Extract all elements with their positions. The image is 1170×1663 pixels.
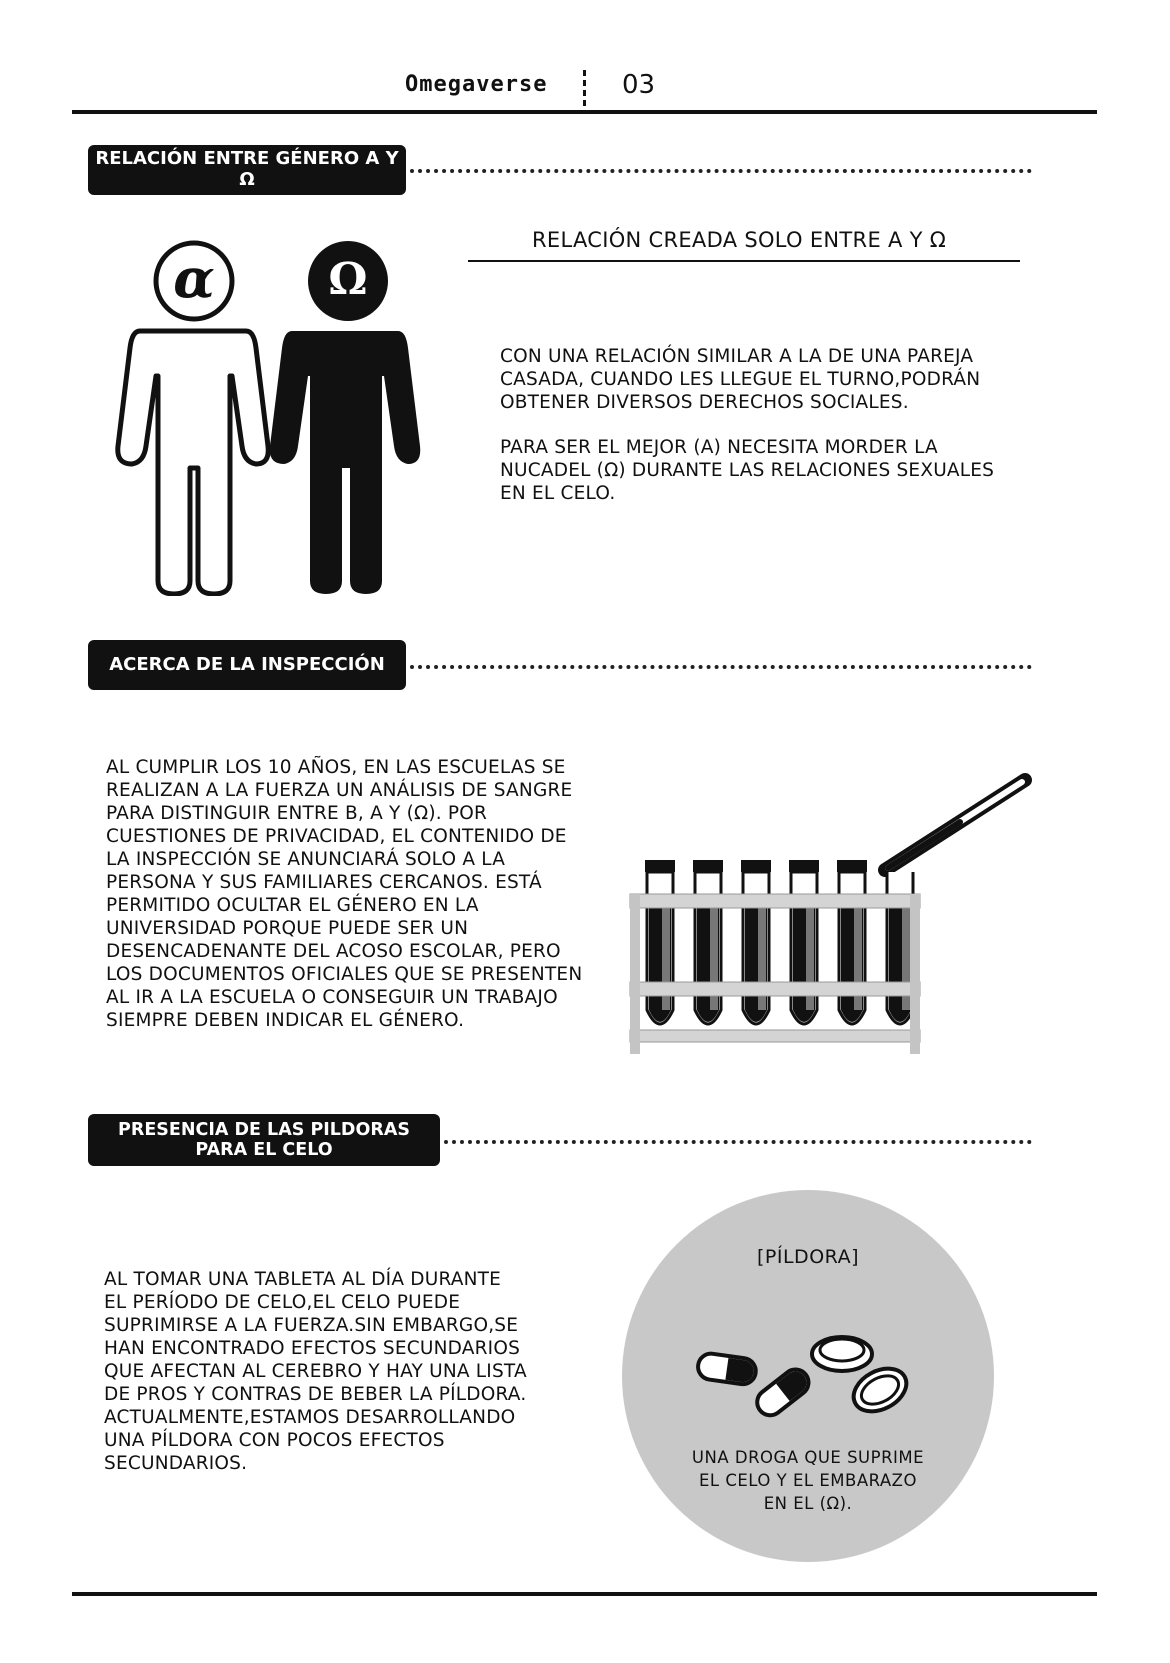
section-divider-dots — [410, 169, 1032, 173]
section-heading-pildoras: PRESENCIA DE LAS PILDORAS PARA EL CELO — [88, 1114, 440, 1166]
header-separator — [583, 70, 586, 106]
pills-icon — [690, 1318, 930, 1428]
subheading-underline — [468, 260, 1020, 262]
relation-paragraph-2: PARA SER EL MEJOR (A) NECESITA MORDER LA NUCADEL (Ω) DURANTE LAS RELACIONES SEXUALES EN EL CELO. — [500, 437, 995, 504]
bottom-rule — [72, 1592, 1097, 1596]
header-title: Omegaverse — [405, 72, 548, 97]
pill-label: [PÍLDORA] — [757, 1246, 859, 1268]
top-rule — [72, 110, 1097, 114]
inspection-paragraph: AL CUMPLIR LOS 10 AÑOS, EN LAS ESCUELAS SE REALIZAN A LA FUERZA UN ANÁLISIS DE SANGRE PARA DISTINGUIR ENTRE B, A Y (Ω). POR CUESTIONES DE PRIVACIDAD, EL CONTENIDO DE LA INSPECCIÓN SE ANUNCIARÁ SOLO A LA PERSONA Y SUS FAMILIARES CERCANOS. ESTÁ PERMITIDO OCULTAR EL GÉNERO EN LA UNIVERSIDAD PORQUE PUEDE SER UN DESENCADENANTE DEL ACOSO ESCOLAR, PERO LOS DOCUMENTOS OFICIALES QUE SE PRESENTEN AL IR A LA ESCUELA O CONSEGUIR UN TRABAJO SIEMPRE DEBEN INDICAR EL GÉNERO. — [106, 757, 583, 1031]
section-heading-inspeccion: ACERCA DE LA INSPECCIÓN — [88, 640, 406, 690]
test-tube-rack-illustration — [620, 760, 1040, 1060]
section-divider-dots — [444, 1140, 1032, 1144]
pill-caption: UNA DROGA QUE SUPRIME EL CELO Y EL EMBARAZO EN EL (Ω). — [691, 1448, 925, 1513]
pills-paragraph: AL TOMAR UNA TABLETA AL DÍA DURANTE EL PERÍODO DE CELO,EL CELO PUEDE SUPRIMIRSE A LA FUERZA.SIN EMBARGO,SE HAN ENCONTRADO EFECTOS SECUNDARIOS QUE AFECTAN AL CEREBRO Y HAY UNA LISTA DE PROS Y CONTRAS DE BEBER LA PÍLDORA. ACTUALMENTE,ESTAMOS DESARROLLANDO UNA PÍLDORA CON POCOS EFECTOS SECUNDARIOS. — [104, 1269, 527, 1474]
section-subheading: RELACIÓN CREADA SOLO ENTRE A Y Ω — [532, 228, 947, 252]
page-number: 03 — [622, 70, 656, 100]
alpha-symbol: α — [173, 246, 215, 310]
test-tubes — [645, 860, 913, 1024]
omega-symbol: Ω — [328, 254, 368, 305]
tablet-icon — [812, 1337, 914, 1420]
section-heading-relacion: RELACIÓN ENTRE GÉNERO A Y Ω — [88, 145, 406, 195]
section-divider-dots — [410, 665, 1032, 669]
relation-paragraph-1: CON UNA RELACIÓN SIMILAR A LA DE UNA PAREJA CASADA, CUANDO LES LLEGUE EL TURNO,PODRÁN OBTENER DIVERSOS DERECHOS SOCIALES. — [500, 346, 981, 413]
dropper-icon — [885, 780, 1025, 870]
